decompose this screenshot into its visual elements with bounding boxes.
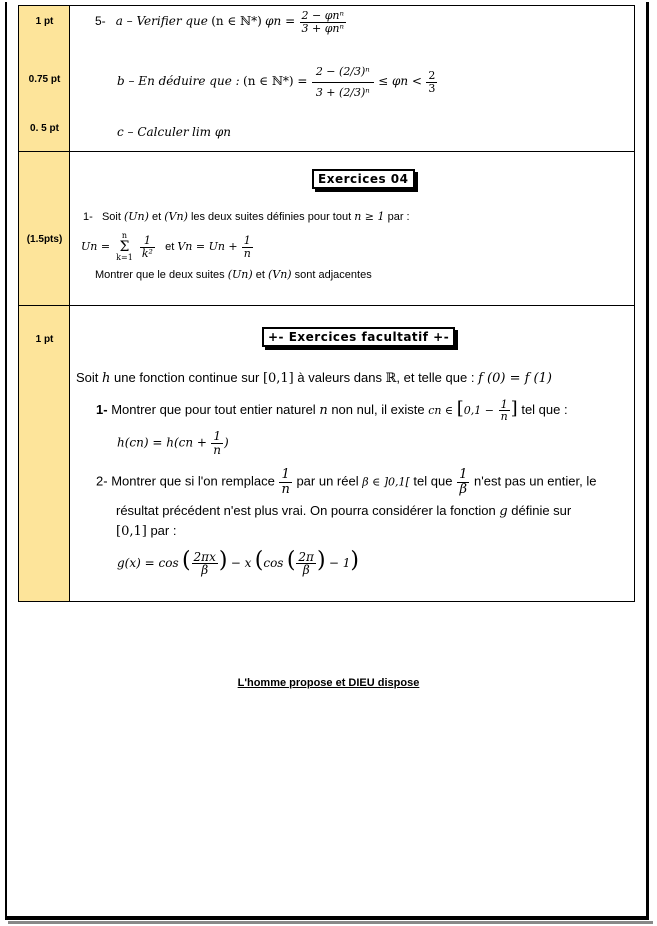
question-1 (83, 210, 410, 223)
text: par un réel (296, 473, 359, 489)
text: n'est pas un entier, le (474, 473, 597, 489)
question-number: 2- (96, 473, 108, 489)
exercise-row-1 (18, 5, 635, 152)
exercise-row-3 (18, 305, 635, 602)
points-label: 1 pt (35, 16, 54, 27)
text: définie sur (511, 503, 572, 518)
math-inequality: ≤ φn < (378, 74, 422, 89)
math-fraction (312, 62, 374, 102)
fraction-denominator: β (302, 563, 310, 578)
text: Soit (76, 370, 99, 385)
math-fraction (457, 468, 469, 496)
math-expression: h(cn) = h(cn + (117, 435, 207, 450)
text: sont adjacentes (294, 269, 372, 281)
math-sequence: (Vn) (164, 210, 188, 223)
sum-lower: k=1 (116, 253, 133, 262)
text: une fonction continue sur (114, 370, 260, 385)
fraction-denominator: β (201, 563, 209, 578)
text: tel que : (521, 402, 568, 417)
part-1-equation (117, 430, 229, 456)
math-expression: − 1 (328, 556, 351, 570)
math-expression: β ∈ ]0,1[ (362, 475, 410, 489)
fraction-numerator: 1 (459, 467, 468, 482)
math-expression: 0,1 − (463, 404, 494, 417)
text: et (255, 269, 265, 281)
math-fraction (242, 235, 253, 259)
text: résultat précédent n'est plus vrai. On pourra considérer la fonction (116, 503, 496, 518)
fraction-numerator: 1 (211, 430, 223, 444)
math-fraction (211, 430, 223, 456)
math-interval: [0,1] (116, 524, 147, 539)
fraction-numerator: 2 − (2/3)ⁿ (312, 62, 374, 83)
fraction-denominator: n (281, 481, 290, 497)
math-interval: [0,1] (262, 371, 294, 386)
math-lhs: φn = (265, 14, 296, 29)
question-1-instruction (95, 268, 372, 281)
math-fraction (140, 235, 155, 259)
math-var: h (102, 371, 111, 386)
part-2-line-2 (116, 503, 571, 519)
math-expression: g(x) = cos (117, 556, 179, 570)
math-condition: n ≥ 1 (354, 210, 385, 223)
part-2-line-3 (116, 523, 176, 539)
points-label: (1.5pts) (26, 234, 63, 245)
fraction-denominator: 3 (428, 81, 436, 95)
sequence-definitions (81, 232, 254, 262)
intro-statement (76, 370, 552, 386)
sum-symbol: Σ (119, 239, 130, 255)
fraction-numerator: 2π (298, 549, 314, 564)
question-5a (95, 10, 347, 34)
question-5b (117, 62, 438, 102)
fraction-denominator: k² (141, 246, 153, 260)
math-expression: cn ∈ (428, 404, 454, 417)
exercise-title: Exercices 04 (312, 169, 415, 189)
exercise-row-2 (18, 151, 635, 306)
page-shadow (8, 921, 653, 924)
part-1: 1- Montrer que pour tout entier naturel n non nul, il existe cn ∈ [0,1 − $\frac{1}{n}$ ] tel que : (96, 397, 568, 424)
math-fraction (192, 551, 218, 577)
fraction-denominator: n (243, 246, 251, 260)
question-5c (117, 125, 231, 139)
text: par : (387, 211, 410, 223)
exercise-title: +- Exercices facultatif +- (262, 327, 455, 347)
math-sequence: (Un) (123, 210, 149, 223)
question-text: a – Verifier que (115, 14, 208, 29)
text: à valeurs dans (297, 370, 382, 385)
math-fraction (426, 70, 437, 94)
fraction-numerator: 2πx (193, 549, 216, 564)
text: par : (150, 523, 177, 538)
question-text: c – Calculer (117, 125, 189, 139)
points-column (19, 152, 70, 305)
math-sum (114, 232, 135, 262)
fraction-numerator: 1 (279, 468, 291, 483)
math-var: g (499, 504, 508, 519)
fraction-denominator: 3 + φnⁿ (301, 21, 344, 35)
math-expression: ) (224, 435, 229, 450)
text: et (152, 211, 162, 223)
exercise-content (71, 6, 634, 151)
question-text: b – En déduire que : (117, 74, 240, 89)
question-number: 1- (83, 211, 93, 223)
fraction-numerator: 2 (428, 69, 436, 82)
math-fraction (279, 468, 291, 496)
text: Montrer que si l'on remplace (111, 473, 275, 489)
math-fraction (499, 399, 510, 423)
exercise-content (71, 152, 634, 305)
math-set: ℝ (385, 371, 397, 386)
fraction-numerator: 1 (242, 235, 253, 248)
fraction-denominator: n (500, 410, 508, 424)
exercise-content (71, 306, 634, 601)
fraction-numerator: 2 − φnⁿ (301, 9, 344, 22)
points-label: 0.75 pt (28, 74, 61, 85)
math-fraction (300, 10, 346, 34)
math-fraction (296, 551, 316, 577)
math-expression: − x (230, 556, 252, 570)
math-limit: lim φn (192, 125, 231, 139)
math-sequence: (Vn) (267, 268, 292, 281)
points-column (19, 306, 70, 601)
part-2 (96, 468, 596, 496)
fraction-numerator: 1 (140, 235, 155, 248)
math-equation: f (0) = f (1) (478, 371, 552, 386)
math-sequence: (Un) (227, 268, 253, 281)
text: tel que (413, 473, 453, 489)
math-lhs: Un = (81, 239, 111, 253)
text: les deux suites définies pour tout (190, 211, 352, 223)
fraction-denominator: 3 + (2/3)ⁿ (315, 85, 370, 99)
math-expression: cos (263, 556, 284, 570)
question-number: 5- (95, 14, 106, 29)
text: Montrer que pour tout entier naturel (111, 402, 316, 417)
fraction-numerator: 1 (499, 399, 510, 412)
math-domain: (n ∈ ℕ*) (211, 14, 262, 29)
points-column (19, 6, 70, 151)
math-domain: (n ∈ ℕ*) = (243, 74, 308, 89)
text: Montrer que le deux suites (95, 269, 225, 281)
fraction-denominator: β (459, 481, 467, 497)
points-label: 1 pt (35, 334, 54, 345)
math-expression: Vn = Un + (177, 239, 238, 253)
fraction-denominator: n (213, 442, 222, 457)
sum-upper: n (121, 231, 128, 240)
question-number: 1- (96, 402, 108, 417)
text: et (165, 240, 175, 253)
part-2-function-definition: g(x) = cos ( $\frac{2\pi x}{\beta}$ ) − x (cos ( $\frac{2\pi}{\beta}$ ) − 1) (117, 548, 359, 578)
text: non nul, il existe (331, 402, 425, 417)
math-var: n (319, 403, 328, 418)
text: , et telle que : (396, 370, 475, 385)
points-label: 0. 5 pt (30, 123, 59, 134)
text: Soit (101, 211, 121, 223)
footer-motto: L'homme propose et DIEU dispose (237, 677, 420, 689)
